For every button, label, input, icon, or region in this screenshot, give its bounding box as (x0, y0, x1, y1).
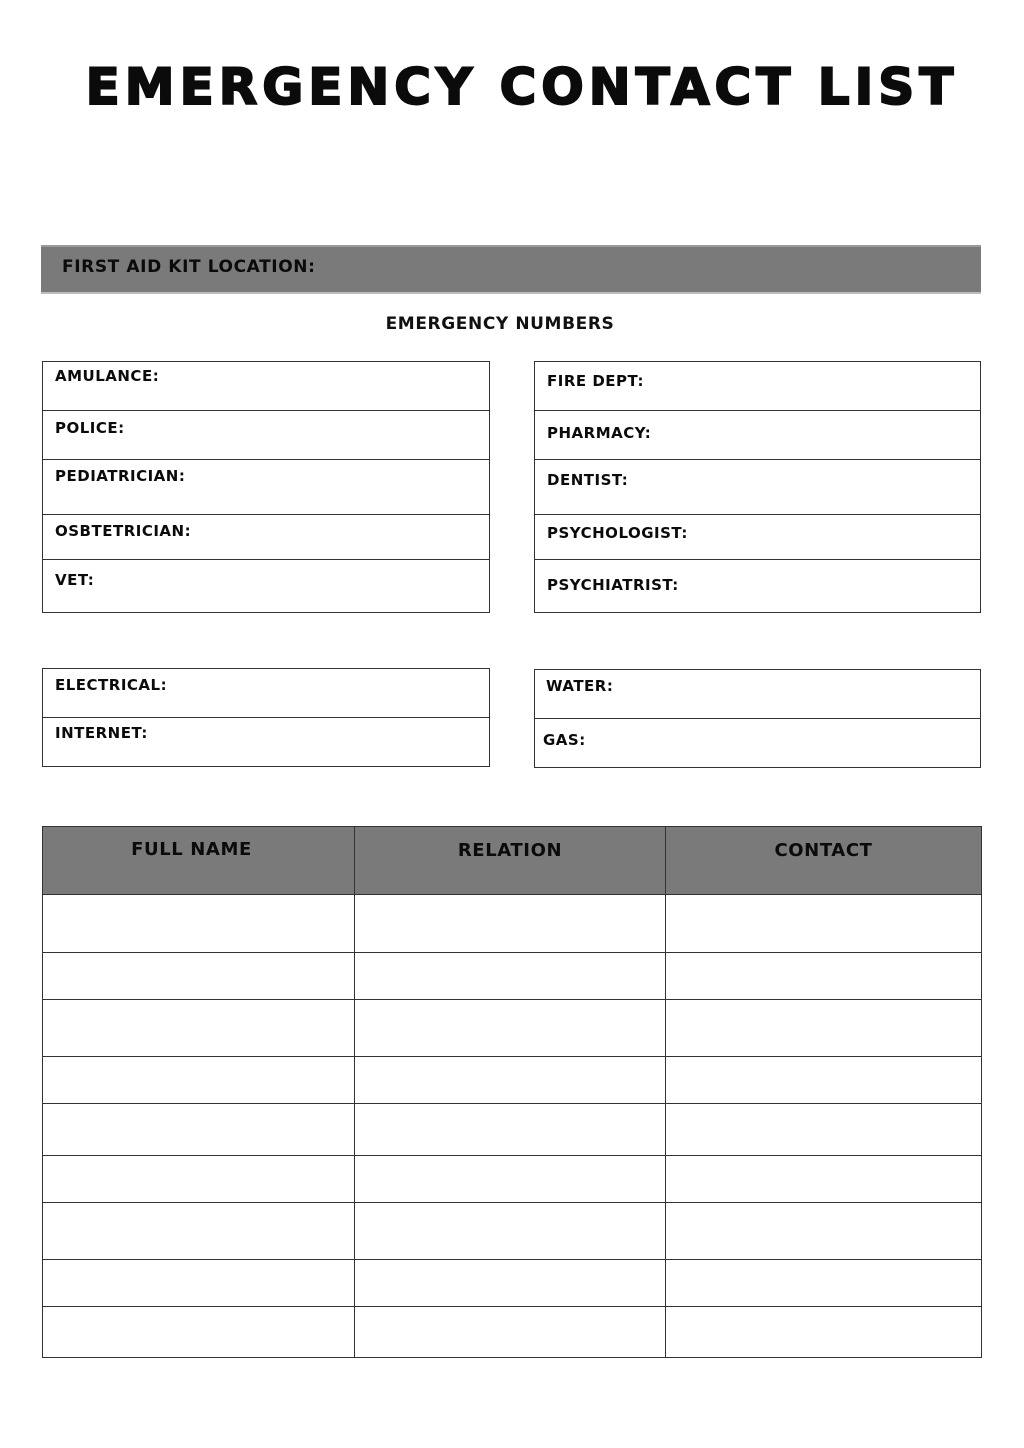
field-pharmacy-label: PHARMACY: (547, 424, 652, 442)
cell-full-name[interactable] (43, 895, 355, 953)
table-row (43, 1000, 982, 1057)
cell-full-name[interactable] (43, 1260, 355, 1307)
cell-full-name[interactable] (43, 1156, 355, 1203)
first-aid-location-label: FIRST AID KIT LOCATION: (62, 257, 316, 277)
table-row (43, 1203, 982, 1260)
cell-relation[interactable] (355, 895, 666, 953)
table-row (43, 1057, 982, 1104)
emergency-numbers-right-box (534, 361, 981, 613)
field-dentist[interactable] (535, 460, 980, 515)
contacts-table-header (43, 827, 982, 895)
column-header-contact: CONTACT (666, 827, 982, 895)
field-ambulance-label: AMULANCE: (55, 367, 160, 385)
table-row (43, 1260, 982, 1307)
table-row (43, 1104, 982, 1156)
field-police-label: POLICE: (55, 419, 125, 437)
emergency-numbers-left-box (42, 361, 490, 613)
utilities-left-box (42, 668, 490, 767)
cell-full-name[interactable] (43, 1307, 355, 1358)
field-obstetrician[interactable] (43, 515, 489, 560)
field-pharmacy[interactable] (535, 411, 980, 460)
table-row (43, 953, 982, 1000)
field-psychologist-label: PSYCHOLOGIST: (547, 524, 688, 542)
field-gas[interactable] (535, 719, 980, 768)
field-psychiatrist[interactable] (535, 560, 980, 613)
cell-contact[interactable] (666, 1260, 982, 1307)
cell-full-name[interactable] (43, 1057, 355, 1104)
field-fire-dept[interactable] (535, 362, 980, 411)
page-title: EMERGENCY CONTACT LIST (85, 58, 959, 116)
field-vet[interactable] (43, 560, 489, 613)
field-pediatrician-label: PEDIATRICIAN: (55, 467, 186, 485)
field-internet[interactable] (43, 718, 489, 767)
cell-full-name[interactable] (43, 953, 355, 1000)
cell-contact[interactable] (666, 953, 982, 1000)
utilities-right-box (534, 669, 981, 768)
first-aid-location-bar[interactable] (41, 245, 981, 294)
column-header-relation: RELATION (355, 827, 666, 895)
field-ambulance[interactable] (43, 362, 489, 411)
field-psychiatrist-label: PSYCHIATRIST: (547, 576, 679, 594)
cell-relation[interactable] (355, 1000, 666, 1057)
cell-full-name[interactable] (43, 1104, 355, 1156)
cell-contact[interactable] (666, 1104, 982, 1156)
cell-relation[interactable] (355, 1203, 666, 1260)
cell-relation[interactable] (355, 953, 666, 1000)
field-pediatrician[interactable] (43, 460, 489, 515)
cell-full-name[interactable] (43, 1203, 355, 1260)
field-police[interactable] (43, 411, 489, 460)
table-row (43, 1307, 982, 1358)
cell-contact[interactable] (666, 1203, 982, 1260)
cell-relation[interactable] (355, 1260, 666, 1307)
cell-relation[interactable] (355, 1057, 666, 1104)
cell-contact[interactable] (666, 895, 982, 953)
cell-contact[interactable] (666, 1000, 982, 1057)
cell-contact[interactable] (666, 1156, 982, 1203)
field-dentist-label: DENTIST: (547, 471, 629, 489)
field-fire-dept-label: FIRE DEPT: (547, 372, 644, 390)
table-row (43, 1156, 982, 1203)
field-electrical-label: ELECTRICAL: (55, 676, 168, 694)
contacts-table (42, 826, 982, 1358)
field-gas-label: GAS: (543, 731, 586, 749)
cell-contact[interactable] (666, 1057, 982, 1104)
field-water[interactable] (535, 670, 980, 719)
cell-full-name[interactable] (43, 1000, 355, 1057)
emergency-numbers-heading: EMERGENCY NUMBERS (385, 314, 615, 334)
field-psychologist[interactable] (535, 515, 980, 560)
cell-relation[interactable] (355, 1307, 666, 1358)
field-internet-label: INTERNET: (55, 724, 148, 742)
field-water-label: WATER: (546, 677, 614, 695)
table-row (43, 895, 982, 953)
field-electrical[interactable] (43, 669, 489, 718)
column-header-full-name: FULL NAME (43, 827, 355, 895)
field-vet-label: VET: (55, 571, 95, 589)
cell-relation[interactable] (355, 1156, 666, 1203)
cell-contact[interactable] (666, 1307, 982, 1358)
field-obstetrician-label: OSBTETRICIAN: (55, 522, 192, 540)
cell-relation[interactable] (355, 1104, 666, 1156)
